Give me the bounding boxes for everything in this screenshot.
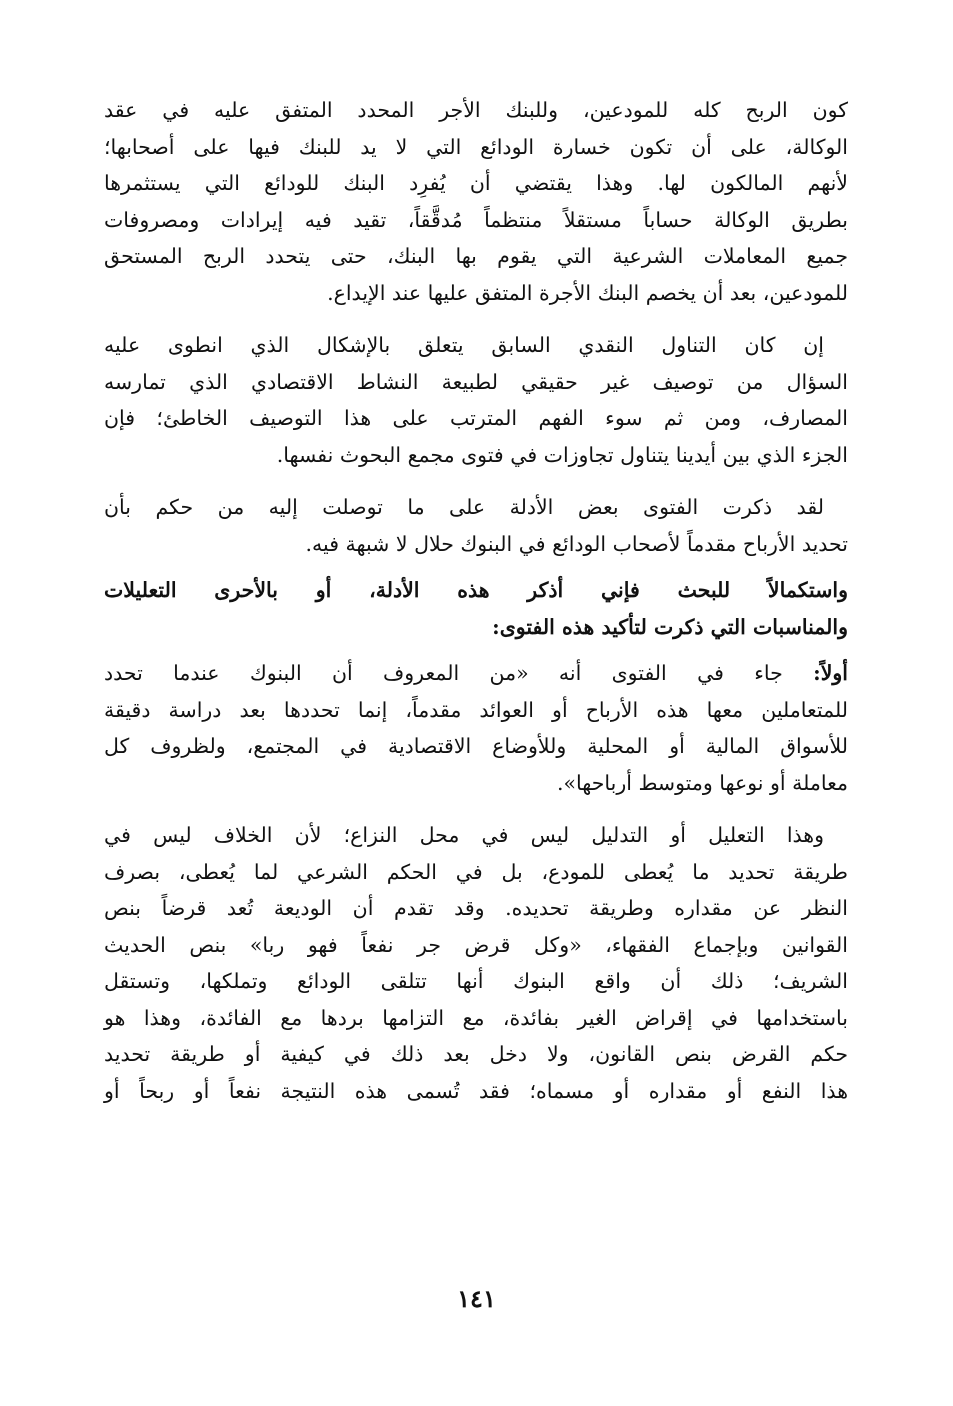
text-line: المصارف، ومن ثم سوء الفهم المترتب على هذا التوصيف الخاطئ؛ فإن [104, 406, 848, 430]
text-line: الشريف؛ ذلك أن واقع البنوك أنها تتلقى الودائع وتملكها، وتستقل [104, 969, 848, 993]
paragraph-6 [104, 817, 848, 1109]
text-line: للمودعين، بعد أن يخصم البنك الأجرة المتفق عليها عند الإيداع. [327, 280, 848, 305]
text-segment: جاء في الفتوى أنه «من المعروف أن البنوك عندما تحدد [104, 661, 814, 685]
paragraph-3 [104, 489, 848, 562]
text-line: إن كان التناول النقدي السابق يتعلق بالإشكال الذي انطوى عليه [104, 333, 824, 357]
text-line: وهذا التعليل أو التدليل ليس في محل النزاع؛ لأن الخلاف ليس في [104, 823, 825, 847]
text-line: لقد ذكرت الفتوى بعض الأدلة على ما توصلت إليه من حكم بأن [104, 495, 824, 519]
paragraph-2 [104, 327, 848, 473]
text-line: للمتعاملين معها هذه الأرباح أو العوائد مقدماً، إنما تحددها بعد دراسة دقيقة [104, 697, 848, 722]
text-line: لأنهم المالكون لها. وهذا يقتضي أن يُفرِد البنك للودائع التي يستثمرها [104, 171, 848, 195]
paragraph-5-first-point [104, 655, 848, 801]
text-line: تحديد الأرباح مقدماً لأصحاب الودائع في البنوك حلال لا شبهة فيه. [305, 531, 848, 556]
text-line: السؤال من توصيف غير حقيقي لطبيعة النشاط الاقتصادي الذي تمارسه [104, 369, 848, 394]
text-line: للأسواق المالية أو المحلية وللأوضاع الاقتصادية في المجتمع، ولظروف كل [104, 734, 848, 758]
text-line: والمناسبات التي ذكرت لتأكيد هذه الفتوى: [492, 614, 848, 639]
text-line: معاملة أو نوعها ومتوسط أرباحها». [556, 770, 848, 795]
text-line: القوانين وبإجماع الفقهاء، «وكل قرض جر نفعاً فهو ربا» بنص الحديث [104, 932, 848, 957]
page-number: ١٤١ [457, 1284, 496, 1313]
text-line: جميع المعاملات الشرعية التي يقوم بها البنك، حتى يتحدد الربح المستحق [104, 244, 848, 268]
paragraph-4-bold-intro [104, 572, 848, 645]
text-line: الوكالة، على أن تكون خسارة الودائع التي لا يد للبنك فيها على أصحابها؛ [104, 134, 848, 159]
text-line: طريقة تحديد ما يُعطى للمودع، بل في الحكم الشرعي لما يُعطى، بصرف [104, 859, 848, 884]
text-line: واستكمالاً للبحث فإني أذكر هذه الأدلة، أو بالأحرى التعليلات [104, 578, 848, 602]
text-line: باستخدامها في إقراض الغير بفائدة، مع التزامها بردها مع الفائدة، وهذا هو [104, 1005, 848, 1030]
text-column [104, 92, 848, 1109]
paragraph-1 [104, 92, 848, 311]
text-line: الجزء الذي بين أيدينا يتناول تجاوزات في فتوى مجمع البحوث نفسها. [276, 442, 848, 467]
text-line: هذا النفع أو مقداره أو مسماه؛ فقد تُسمى هذه النتيجة نفعاً أو ربحاً أو [104, 1078, 848, 1103]
text-line: النظر عن مقداره وطريقة تحديده. وقد تقدم أن الوديعة تُعد قرضاً بنص [104, 896, 848, 920]
text-line: حكم القرض بنص القانون، ولا دخل بعد ذلك في كيفية أو طريقة تحديد [104, 1042, 848, 1066]
point-label: أولاً: [813, 661, 848, 685]
text-line [104, 655, 848, 692]
text-line: كون الربح كله للمودعين، وللبنك الأجر المحدد المتفق عليه في عقد [104, 98, 848, 122]
text-line: بطريق الوكالة حساباً مستقلاً منتظماً مُدقَّقاً، تقيد فيه إيرادات ومصروفات [104, 207, 848, 232]
